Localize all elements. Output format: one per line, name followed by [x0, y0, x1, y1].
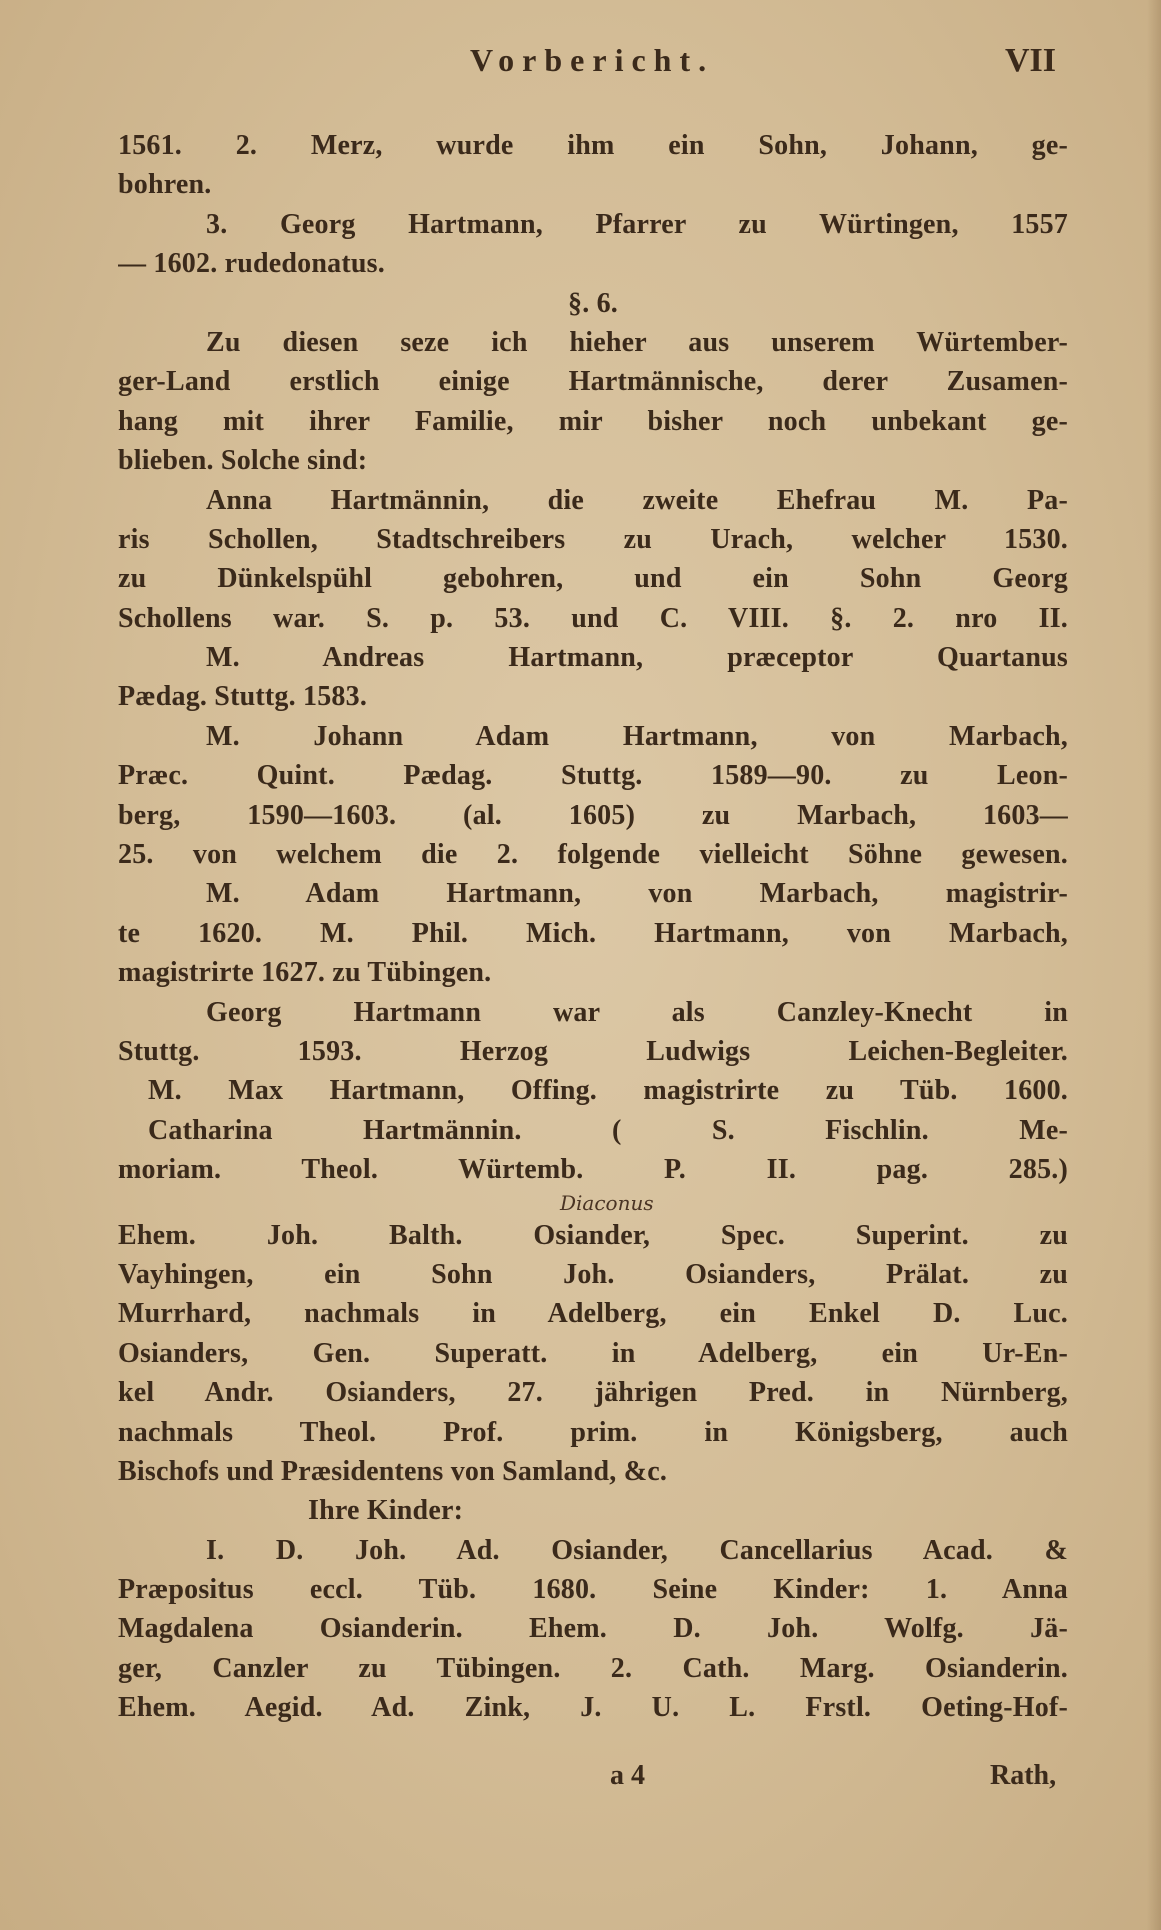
- catchword: Rath,: [990, 1760, 1057, 1791]
- text-line: I. D. Joh. Ad. Osiander, Cancellarius Acad. &: [206, 1534, 1068, 1566]
- text-line: magistrirte 1627. zu Tübingen.: [118, 957, 492, 989]
- text-line: Præc. Quint. Pædag. Stuttg. 1589—90. zu Leon-: [118, 760, 1068, 792]
- text-line: Vayhingen, ein Sohn Joh. Osianders, Prälat. zu: [118, 1258, 1068, 1290]
- text-line: §. 6.: [568, 287, 618, 319]
- text-line: Catharina Hartmännin. ( S. Fischlin. Me-: [148, 1114, 1068, 1146]
- body-text: [118, 126, 1068, 1728]
- text-line: hang mit ihrer Familie, mir bisher noch unbekant ge-: [118, 405, 1068, 437]
- page-header: [0, 42, 1161, 92]
- text-line: nachmals Theol. Prof. prim. in Königsberg, auch: [118, 1416, 1068, 1448]
- text-line: ger-Land erstlich einige Hartmännische, derer Zusamen-: [118, 366, 1068, 398]
- text-line: M. Max Hartmann, Offing. magistrirte zu Tüb. 1600.: [148, 1075, 1068, 1107]
- text-line: M. Andreas Hartmann, præceptor Quartanus: [206, 642, 1068, 674]
- text-line: M. Johann Adam Hartmann, von Marbach,: [206, 720, 1068, 752]
- signature-mark: a 4: [610, 1760, 645, 1791]
- page-footer: [0, 1760, 1161, 1804]
- text-line: Georg Hartmann war als Canzley-Knecht in: [206, 996, 1068, 1028]
- text-line: 1561. 2. Merz, wurde ihm ein Sohn, Johann, ge-: [118, 130, 1068, 161]
- text-line: Murrhard, nachmals in Adelberg, ein Enkel D. Luc.: [118, 1298, 1068, 1330]
- text-line: Præpositus eccl. Tüb. 1680. Seine Kinder: 1. Anna: [118, 1574, 1068, 1606]
- page-number: VII: [1005, 42, 1057, 79]
- text-line: 3. Georg Hartmann, Pfarrer zu Würtingen, 1557: [206, 208, 1068, 240]
- page-edge-shadow: [1147, 0, 1161, 1930]
- text-line: kel Andr. Osianders, 27. jährigen Pred. in Nürnberg,: [118, 1377, 1068, 1409]
- running-title: Vorbericht.: [470, 42, 715, 78]
- text-line: Stuttg. 1593. Herzog Ludwigs Leichen-Begleiter.: [118, 1035, 1068, 1067]
- text-line: Osianders, Gen. Superatt. in Adelberg, ein Ur-En-: [118, 1337, 1068, 1369]
- text-line: — 1602. rudedonatus.: [118, 248, 385, 280]
- text-line: Ehem. Aegid. Ad. Zink, J. U. L. Frstl. Oeting-Hof-: [118, 1692, 1068, 1724]
- text-line: blieben. Solche sind:: [118, 445, 368, 477]
- text-line: ger, Canzler zu Tübingen. 2. Cath. Marg. Osianderin.: [118, 1652, 1068, 1684]
- text-line: te 1620. M. Phil. Mich. Hartmann, von Marbach,: [118, 917, 1068, 949]
- text-line: Zu diesen seze ich hieher aus unserem Würtember-: [206, 326, 1068, 358]
- text-line: Anna Hartmännin, die zweite Ehefrau M. Pa-: [206, 484, 1068, 516]
- text-line: Bischofs und Præsidentens von Samland, &c.: [118, 1455, 668, 1487]
- text-line: berg, 1590—1603. (al. 1605) zu Marbach, 1603—: [118, 799, 1068, 831]
- handwritten-annotation: Diaconus: [560, 1191, 654, 1215]
- text-line: 25. von welchem die 2. folgende vielleicht Söhne gewesen.: [118, 839, 1068, 871]
- text-line: ris Schollen, Stadtschreibers zu Urach, welcher 1530.: [118, 523, 1068, 555]
- text-line: M. Adam Hartmann, von Marbach, magistrir-: [206, 878, 1068, 910]
- text-line: Ihre Kinder:: [308, 1495, 464, 1527]
- text-line: Pædag. Stuttg. 1583.: [118, 681, 368, 713]
- text-line: Schollens war. S. p. 53. und C. VIII. §. 2. nro II.: [118, 602, 1068, 634]
- text-line: zu Dünkelspühl gebohren, und ein Sohn Georg: [118, 563, 1068, 595]
- text-line: Magdalena Osianderin. Ehem. D. Joh. Wolfg. Jä-: [118, 1613, 1068, 1645]
- text-line: Ehem. Joh. Balth. Osiander, Spec. Superint. zu: [118, 1219, 1068, 1251]
- text-line: moriam. Theol. Würtemb. P. II. pag. 285.): [118, 1154, 1068, 1186]
- text-line: bohren.: [118, 169, 212, 201]
